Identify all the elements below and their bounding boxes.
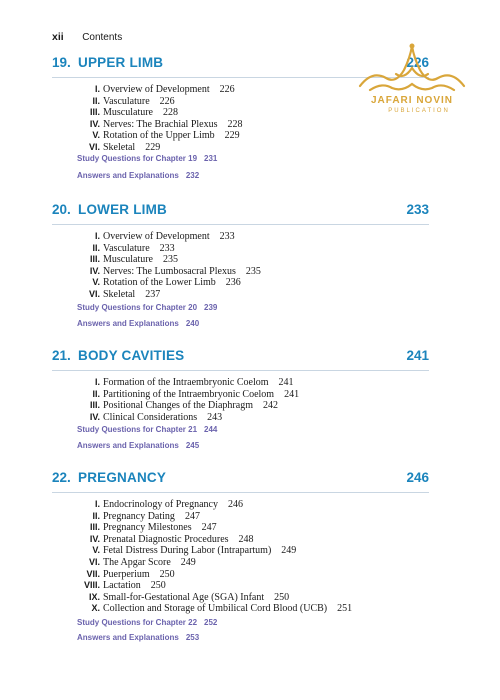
link-label: Answers and Explanations	[77, 171, 179, 180]
roman-numeral: VI.	[88, 288, 100, 299]
section-page: 235	[163, 254, 178, 266]
roman-numeral: II.	[92, 95, 100, 106]
roman-numeral: II.	[92, 510, 100, 521]
toc-entry[interactable]	[52, 231, 429, 243]
toc-entry[interactable]	[52, 412, 429, 424]
answers-link[interactable]	[77, 319, 199, 328]
roman-numeral: IV.	[89, 533, 100, 544]
section-page: 226	[219, 84, 235, 95]
toc-entry[interactable]	[52, 254, 429, 266]
roman-numeral: V.	[92, 545, 100, 556]
toc-entry[interactable]	[52, 534, 429, 546]
section-title: Endocrinology of Pregnancy	[103, 499, 218, 510]
roman-numeral: V.	[92, 130, 100, 141]
section-list	[52, 231, 429, 301]
roman-numeral: IV.	[89, 118, 100, 129]
link-page: 252	[204, 618, 218, 627]
roman-numeral: V.	[92, 277, 100, 288]
roman-numeral: IV.	[89, 411, 100, 422]
roman-numeral: III.	[89, 522, 100, 533]
section-title: Fetal Distress During Labor (Intrapartum)	[103, 545, 272, 557]
study-questions-link[interactable]	[77, 425, 217, 434]
link-label: Answers and Explanations	[77, 441, 179, 450]
section-page: 241	[278, 377, 294, 388]
toc-entry[interactable]	[52, 266, 429, 278]
roman-numeral: VI.	[88, 556, 100, 567]
section-title: Vasculature	[103, 95, 150, 107]
roman-numeral: IX.	[88, 591, 100, 602]
roman-numeral: I.	[94, 499, 100, 509]
section-title: Overview of Development	[103, 231, 210, 242]
toc-entry[interactable]	[52, 545, 429, 557]
toc-entry[interactable]	[52, 557, 429, 569]
section-page: 233	[159, 242, 175, 254]
roman-numeral: I.	[94, 231, 100, 241]
section-page: 251	[337, 603, 353, 615]
chapter-22	[52, 470, 429, 642]
toc-entry[interactable]	[52, 522, 429, 534]
chapter-title: UPPER LIMB	[78, 55, 164, 70]
section-page: 250	[150, 580, 166, 592]
section-title: Skeletal	[103, 141, 136, 153]
link-page: 231	[204, 154, 218, 163]
chapter-heading[interactable]	[52, 202, 429, 225]
section-title: Prenatal Diagnostic Procedures	[103, 533, 229, 545]
section-page: 249	[180, 556, 196, 568]
chapter-number: 21.	[52, 348, 71, 363]
toc-entry[interactable]	[52, 243, 429, 255]
toc-entry[interactable]	[52, 277, 429, 289]
roman-numeral: VIII.	[83, 580, 100, 591]
section-title: Positional Changes of the Diaphragm	[103, 400, 253, 412]
roman-numeral: VI.	[88, 141, 100, 152]
page-title: Contents	[82, 32, 123, 43]
section-page: 246	[227, 499, 243, 510]
section-list	[52, 499, 429, 615]
section-page: 228	[227, 118, 243, 130]
section-page: 248	[238, 533, 254, 545]
toc-entry[interactable]	[52, 603, 429, 615]
section-page: 242	[262, 400, 278, 412]
section-page: 250	[159, 568, 175, 580]
toc-entry[interactable]	[52, 569, 429, 581]
section-page: 243	[207, 411, 223, 423]
section-title: Nerves: The Brachial Plexus	[103, 118, 218, 130]
chapter-number: 19.	[52, 55, 71, 70]
toc-entry[interactable]	[52, 289, 429, 301]
watermark-name: JAFARI NOVIN	[370, 95, 453, 106]
roman-numeral: II.	[92, 242, 100, 253]
toc-entry[interactable]	[52, 377, 429, 389]
page-number: xii	[52, 31, 64, 43]
section-page: 250	[274, 591, 290, 603]
study-questions-link[interactable]	[77, 303, 217, 312]
section-page: 229	[224, 130, 240, 142]
toc-entry[interactable]	[52, 400, 429, 412]
section-title: Musculature	[103, 107, 153, 119]
chapter-heading[interactable]	[52, 470, 429, 493]
link-label: Study Questions for Chapter 21	[77, 425, 198, 434]
roman-numeral: III.	[89, 254, 100, 265]
toc-entry[interactable]	[52, 130, 429, 142]
link-page: 253	[185, 633, 200, 642]
section-page: 241	[284, 388, 300, 400]
link-page: 245	[185, 441, 200, 450]
section-title: Small-for-Gestational Age (SGA) Infant	[103, 591, 265, 603]
answers-link[interactable]	[77, 171, 199, 180]
page-header	[52, 31, 122, 43]
toc-entry[interactable]	[52, 389, 429, 401]
roman-numeral: I.	[94, 84, 100, 94]
answers-link[interactable]	[77, 441, 199, 450]
roman-numeral: X.	[91, 603, 100, 614]
section-title: Vasculature	[103, 242, 150, 254]
roman-numeral: IV.	[89, 265, 100, 276]
chapter-title: BODY CAVITIES	[78, 348, 185, 363]
section-title: Skeletal	[103, 288, 136, 300]
toc-entry[interactable]	[52, 499, 429, 511]
study-questions-link[interactable]	[77, 154, 217, 163]
link-label: Study Questions for Chapter 19	[77, 154, 198, 163]
section-title: Nerves: The Lumbosacral Plexus	[103, 265, 236, 277]
section-title: Formation of the Intraembryonic Coelom	[103, 377, 269, 388]
section-page: 233	[219, 231, 235, 242]
chapter-page: 246	[406, 470, 429, 485]
section-title: Rotation of the Lower Limb	[103, 277, 216, 289]
section-title: Musculature	[103, 254, 153, 266]
toc-entry[interactable]	[52, 511, 429, 523]
link-page: 240	[185, 319, 200, 328]
section-title: Puerperium	[103, 568, 150, 580]
chapter-page: 226	[406, 55, 429, 70]
section-page: 229	[145, 141, 161, 153]
section-title: Pregnancy Dating	[103, 510, 175, 522]
roman-numeral: III.	[89, 107, 100, 118]
section-list	[52, 377, 429, 423]
link-page: 232	[185, 171, 200, 180]
section-page: 237	[145, 288, 161, 300]
roman-numeral: I.	[94, 377, 100, 387]
section-title: Collection and Storage of Umbilical Cord Blood (UCB)	[103, 603, 328, 615]
crown-logo-icon	[352, 40, 472, 96]
section-title: Lactation	[103, 580, 141, 592]
roman-numeral: III.	[89, 400, 100, 411]
chapter-page: 233	[406, 202, 429, 217]
publisher-watermark	[352, 40, 472, 120]
study-questions-link[interactable]	[77, 618, 217, 627]
section-title: Pregnancy Milestones	[103, 522, 192, 534]
toc-entry[interactable]	[52, 580, 429, 592]
section-page: 226	[159, 95, 175, 107]
link-label: Study Questions for Chapter 22	[77, 618, 198, 627]
section-page: 247	[201, 522, 217, 534]
section-title: The Apgar Score	[103, 556, 171, 568]
chapter-page: 241	[406, 348, 429, 363]
watermark-sub: PUBLICATION	[388, 108, 450, 114]
link-page: 244	[204, 425, 218, 434]
chapter-20	[52, 202, 429, 328]
section-page: 235	[245, 265, 261, 277]
chapter-number: 22.	[52, 470, 71, 485]
chapter-21	[52, 348, 429, 450]
toc-entry[interactable]	[52, 592, 429, 604]
section-page: 249	[281, 545, 297, 557]
chapter-title: PREGNANCY	[78, 470, 167, 485]
section-title: Overview of Development	[103, 84, 210, 95]
toc-entry[interactable]	[52, 119, 429, 131]
section-title: Partitioning of the Intraembryonic Coelom	[103, 388, 275, 400]
link-label: Answers and Explanations	[77, 319, 179, 328]
link-page: 239	[204, 303, 218, 312]
section-title: Rotation of the Upper Limb	[103, 130, 215, 142]
answers-link[interactable]	[77, 633, 199, 642]
chapter-heading[interactable]	[52, 348, 429, 371]
section-title: Clinical Considerations	[103, 411, 198, 423]
roman-numeral: II.	[92, 388, 100, 399]
chapter-number: 20.	[52, 202, 71, 217]
section-page: 228	[163, 107, 178, 119]
section-page: 247	[184, 510, 200, 522]
chapter-title: LOWER LIMB	[78, 202, 167, 217]
toc-entry[interactable]	[52, 142, 429, 154]
link-label: Study Questions for Chapter 20	[77, 303, 198, 312]
section-page: 236	[225, 277, 241, 289]
link-label: Answers and Explanations	[77, 633, 179, 642]
roman-numeral: VII.	[86, 568, 100, 579]
